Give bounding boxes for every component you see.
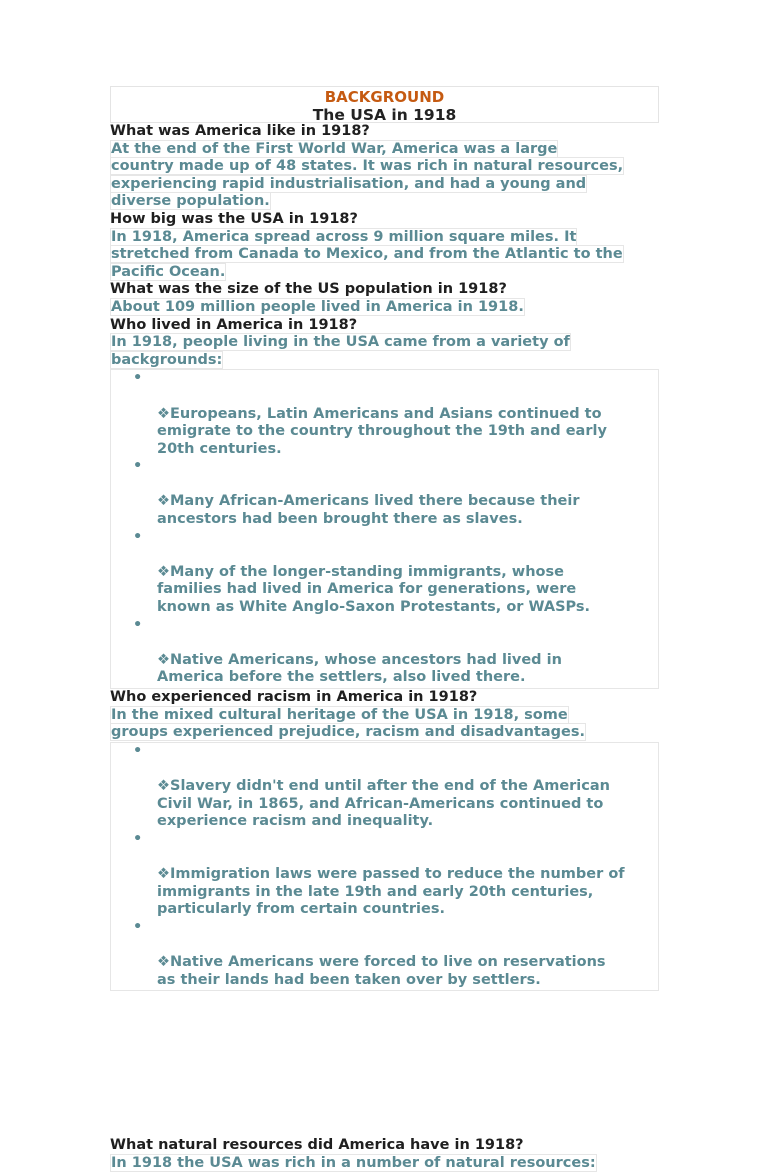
list-item xyxy=(111,617,658,687)
bullet-icon: • xyxy=(133,458,143,475)
question-heading: How big was the USA in 1918? xyxy=(110,210,358,227)
page-title: The USA in 1918 xyxy=(312,106,457,124)
bullet-icon: • xyxy=(133,370,143,387)
answer-text-content: In 1918, America spread across 9 million square miles. It stretched from Canada to Mexico, and from the Atlantic to the Pacific Ocean. xyxy=(111,228,623,280)
question-heading: Who experienced racism in America in 1918? xyxy=(110,689,478,705)
answer-text-content: In 1918, people living in the USA came from a variety of backgrounds: xyxy=(111,334,570,368)
bullet-icon: • xyxy=(133,918,143,935)
list-item-text: ❖Europeans, Latin Americans and Asians continued to emigrate to the country throughout the 19th and early 20th centuries. xyxy=(157,405,607,457)
qa-section xyxy=(110,281,659,316)
list-item xyxy=(111,370,658,458)
answer-text xyxy=(110,229,659,282)
answer-text-content: At the end of the First World War, America was a large country made up of 48 states. It was rich in natural resources, experiencing rapid industrialisation, and had a young and diverse population. xyxy=(111,140,624,210)
list-item-text: ❖Many of the longer-standing immigrants, whose families had lived in America for generations, were known as White Anglo-Saxon Protestants, or WASPs. xyxy=(157,563,591,616)
blank-space xyxy=(110,991,659,1137)
list-item xyxy=(111,529,658,617)
bullet-icon: • xyxy=(133,616,143,633)
question-heading: What was the size of the US population in 1918? xyxy=(110,281,507,298)
list-item xyxy=(111,458,658,528)
list-item-text: ❖Slavery didn't end until after the end of the American Civil War, in 1865, and African-Americans continued to experience racism and inequality. xyxy=(157,777,610,830)
bullet-list xyxy=(110,742,659,991)
qa-section xyxy=(110,1137,659,1172)
list-item xyxy=(111,919,658,989)
answer-text xyxy=(110,1155,659,1172)
document-page xyxy=(110,86,659,1172)
section-kicker: BACKGROUND xyxy=(324,88,445,106)
answer-text-content: In 1918 the USA was rich in a number of natural resources: xyxy=(111,1154,596,1171)
answer-text xyxy=(110,707,659,742)
answer-text xyxy=(110,299,659,317)
qa-section xyxy=(110,123,659,211)
bullet-icon: • xyxy=(133,742,143,759)
bullet-list xyxy=(110,369,659,689)
bullet-icon: • xyxy=(133,830,143,847)
question-heading: What natural resources did America have in 1918? xyxy=(110,1137,524,1154)
answer-text xyxy=(110,141,659,211)
qa-section xyxy=(110,689,659,991)
list-item xyxy=(111,831,658,919)
list-item-text: ❖Native Americans, whose ancestors had lived in America before the settlers, also lived there. xyxy=(157,651,562,686)
answer-text xyxy=(110,334,659,369)
question-heading: What was America like in 1918? xyxy=(110,123,370,139)
list-item-text: ❖Native Americans were forced to live on reservations as their lands had been taken over by settlers. xyxy=(157,953,606,988)
question-heading: Who lived in America in 1918? xyxy=(110,316,358,333)
answer-text-content: About 109 million people lived in America in 1918. xyxy=(111,298,524,315)
list-item xyxy=(111,743,658,831)
title-block xyxy=(110,86,659,123)
qa-section xyxy=(110,211,659,281)
list-item-text: ❖Many African-Americans lived there because their ancestors had been brought there as slaves. xyxy=(157,493,580,528)
qa-section xyxy=(110,317,659,689)
list-item-text: ❖Immigration laws were passed to reduce the number of immigrants in the late 19th and early 20th centuries, particularly from certain countries. xyxy=(157,865,625,918)
bullet-icon: • xyxy=(133,528,143,545)
answer-text-content: In the mixed cultural heritage of the USA in 1918, some groups experienced prejudice, racism and disadvantages. xyxy=(111,706,585,741)
